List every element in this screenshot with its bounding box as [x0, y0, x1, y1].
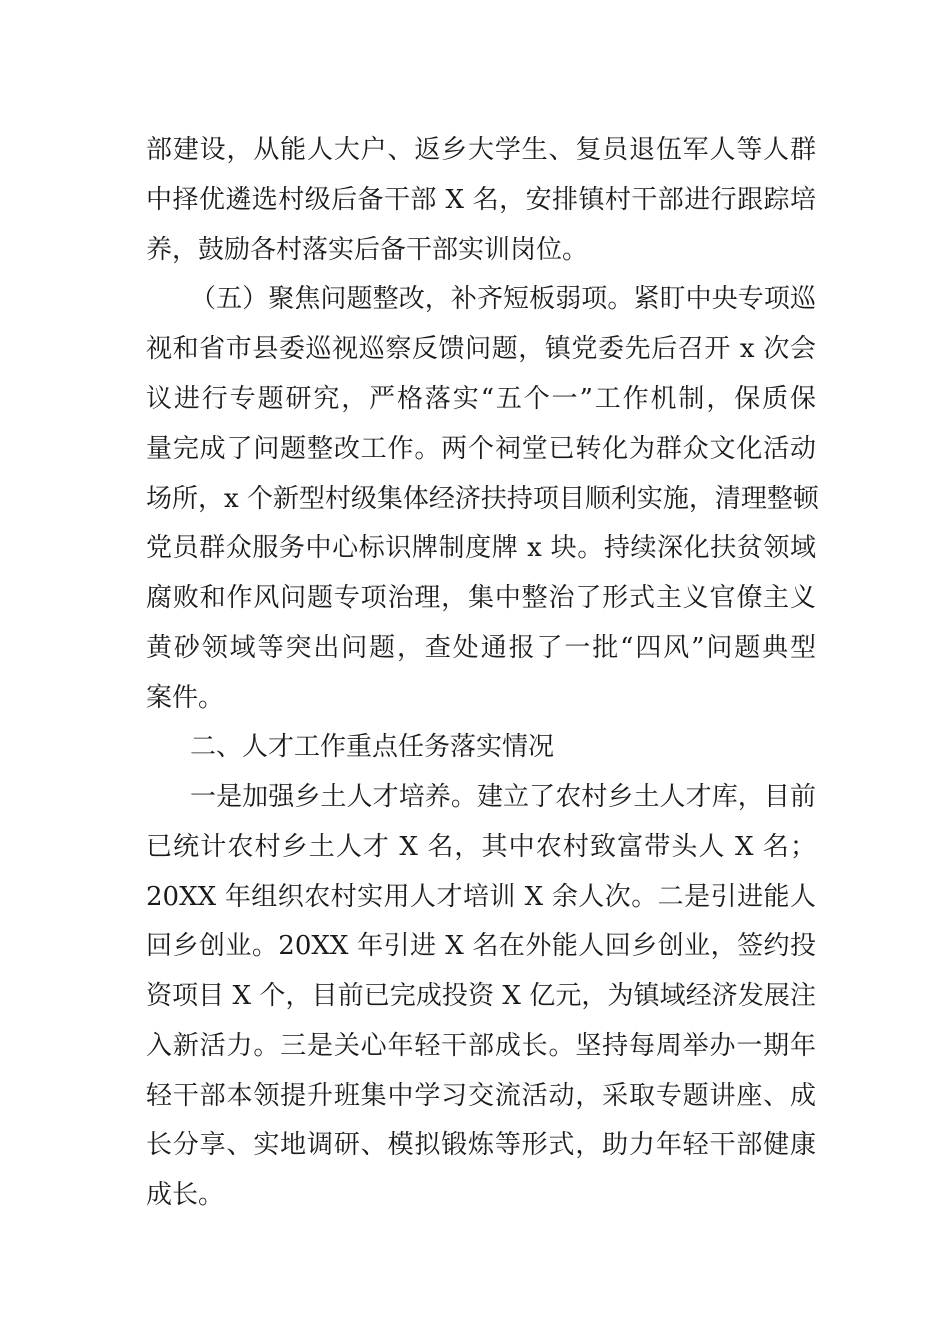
text-line: 部建设，从能人大户、返乡大学生、复员退伍军人等人群 — [146, 135, 816, 165]
section-heading-five: （五）聚焦问题整改，补齐短板弱项。紧盯中央专项巡 — [190, 284, 816, 314]
text-line: 入新活力。三是关心年轻干部成长。坚持每周举办一期年 — [146, 1031, 816, 1061]
text-line: 党员群众服务中心标识牌制度牌 x 块。持续深化扶贫领域 — [146, 533, 816, 563]
text-line: 资项目 X 个，目前已完成投资 X 亿元，为镇域经济发展注 — [146, 981, 816, 1011]
text-line: 回乡创业。20XX 年引进 X 名在外能人回乡创业，签约投 — [146, 931, 816, 961]
section-heading-two: 二、人才工作重点任务落实情况 — [190, 732, 555, 762]
text-line: 已统计农村乡土人才 X 名，其中农村致富带头人 X 名； — [146, 832, 816, 862]
text-line: 视和省市县委巡视巡察反馈问题，镇党委先后召开 x 次会 — [146, 334, 816, 364]
text-line: 养，鼓励各村落实后备干部实训岗位。 — [146, 235, 589, 265]
text-line: 议进行专题研究，严格落实“五个一”工作机制，保质保 — [146, 384, 816, 414]
text-line: 腐败和作风问题专项治理，集中整治了形式主义官僚主义 — [146, 583, 816, 613]
text-line: 成长。 — [146, 1180, 225, 1210]
text-line: 长分享、实地调研、模拟锻炼等形式，助力年轻干部健康 — [146, 1130, 816, 1160]
text-line: 黄砂领域等突出问题，查处通报了一批“四风”问题典型 — [146, 633, 816, 663]
text-line: 轻干部本领提升班集中学习交流活动，采取专题讲座、成 — [146, 1081, 816, 1111]
text-line: 量完成了问题整改工作。两个祠堂已转化为群众文化活动 — [146, 434, 816, 464]
text-line: 场所，x 个新型村级集体经济扶持项目顺利实施，清理整顿 — [146, 484, 819, 514]
text-line: 中择优遴选村级后备干部 X 名，安排镇村干部进行跟踪培 — [146, 185, 816, 215]
text-line: 案件。 — [146, 683, 225, 713]
text-line: 一是加强乡土人才培养。建立了农村乡土人才库，目前 — [190, 782, 816, 812]
text-line: 20XX 年组织农村实用人才培训 X 余人次。二是引进能人 — [146, 882, 816, 912]
